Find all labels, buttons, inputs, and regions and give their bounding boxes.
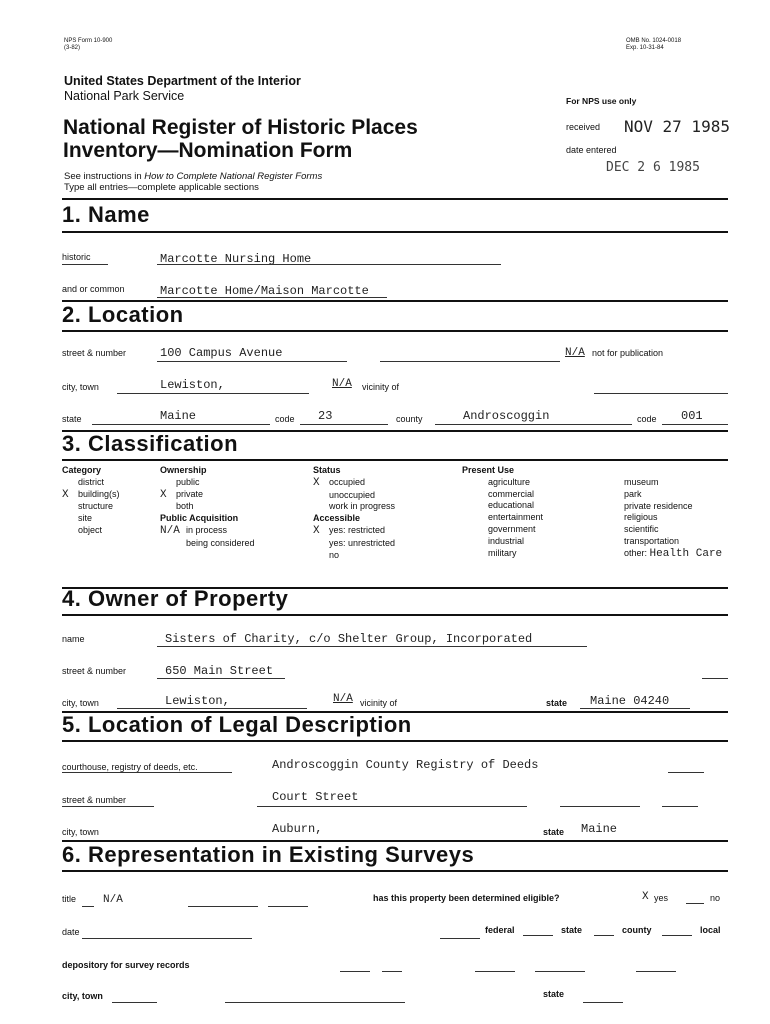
vicinity-value[interactable]: N/A [332, 378, 352, 390]
county-label: county [396, 414, 423, 424]
historic-name-value[interactable]: Marcotte Nursing Home [160, 252, 312, 266]
depository-label: depository for survey records [62, 960, 190, 970]
section-2-heading: 2. Location [62, 302, 184, 327]
survey-county-label: county [622, 925, 652, 935]
date-entered-stamp: DEC 2 6 1985 [606, 160, 700, 175]
status-occupied[interactable]: X occupied [313, 476, 366, 489]
accessible-heading: Accessible [313, 513, 361, 524]
received-label: received [566, 122, 601, 132]
county-value[interactable]: Androscoggin [463, 409, 550, 423]
instructions-prefix: See instructions in [64, 171, 145, 182]
registry-city-label: city, town [62, 827, 99, 837]
use-religious[interactable]: religious [624, 512, 658, 523]
category-heading: Category [62, 465, 102, 475]
county-code-value[interactable]: 001 [681, 409, 703, 423]
status-heading: Status [313, 465, 341, 475]
owner-state-value[interactable]: Maine 04240 [590, 694, 670, 708]
historic-label: historic [62, 252, 91, 262]
not-for-publication-label: not for publication [592, 348, 664, 358]
accessible-no[interactable]: no [329, 549, 340, 560]
eligible-question: has this property been determined eligible? [373, 893, 560, 903]
survey-city-label: city, town [62, 991, 103, 1001]
category-buildings[interactable]: X building(s) [62, 488, 120, 501]
owner-state-label: state [546, 698, 568, 708]
state-code-value[interactable]: 23 [318, 409, 333, 423]
use-park[interactable]: park [624, 488, 642, 499]
owner-vicinity-value[interactable]: N/A [333, 693, 353, 705]
type-all-entries: Type all entries—complete applicable sections [64, 182, 259, 193]
use-private-residence[interactable]: private residence [624, 500, 693, 511]
state-label: state [62, 414, 82, 424]
date-entered-label: date entered [566, 145, 617, 155]
courthouse-label: courthouse, registry of deeds, etc. [62, 762, 198, 772]
eligible-yes-mark[interactable]: X [642, 891, 649, 903]
owner-name-label: name [62, 634, 85, 644]
common-name-label: and or common [62, 284, 125, 294]
street-number-label: street & number [62, 348, 127, 358]
accessible-yes-unrestricted[interactable]: yes: unrestricted [329, 537, 396, 548]
owner-street-value[interactable]: 650 Main Street [165, 664, 274, 678]
section-rule [62, 330, 728, 332]
ownership-column [160, 465, 255, 550]
status-column [313, 465, 395, 561]
owner-vicinity-label: vicinity of [360, 698, 398, 708]
section-rule [62, 740, 728, 742]
registry-state-value[interactable]: Maine [581, 822, 618, 836]
eligible-yes-label: yes [654, 893, 669, 903]
city-town-value[interactable]: Lewiston, [160, 378, 225, 392]
use-military[interactable]: military [488, 547, 517, 558]
omb-number: OMB No. 1024-0018 [626, 38, 682, 44]
county-code-label: code [637, 414, 657, 424]
form-title-line2: Inventory—Nomination Form [63, 139, 353, 162]
owner-street-label: street & number [62, 666, 127, 676]
section-6-heading: 6. Representation in Existing Surveys [62, 842, 475, 867]
eligible-no-label: no [710, 893, 721, 903]
registry-city-value[interactable]: Auburn, [272, 822, 323, 836]
owner-city-label: city, town [62, 698, 99, 708]
use-industrial[interactable]: industrial [488, 535, 525, 546]
survey-title-label: title [62, 894, 77, 904]
common-name-value[interactable]: Marcotte Home/Maison Marcotte [160, 284, 369, 298]
use-agriculture[interactable]: agriculture [488, 476, 531, 487]
status-work-in-progress[interactable]: work in progress [329, 501, 396, 512]
status-unoccupied[interactable]: unoccupied [329, 489, 376, 500]
not-for-publication-value[interactable]: N/A [565, 347, 585, 359]
survey-local-label: local [700, 925, 721, 935]
use-museum[interactable]: museum [624, 477, 659, 487]
omb-expiration: Exp. 10-31-84 [626, 45, 664, 51]
owner-name-value[interactable]: Sisters of Charity, c/o Shelter Group, Incorporated [165, 632, 533, 646]
category-district[interactable]: district [78, 476, 105, 487]
acquisition-in-process[interactable]: N/A in process [160, 524, 228, 537]
form-title-line1: National Register of Historic Places [63, 116, 418, 139]
category-site[interactable]: site [78, 513, 93, 524]
section-rule [62, 198, 728, 200]
section-rule [62, 870, 728, 872]
use-scientific[interactable]: scientific [624, 524, 659, 535]
section-3-heading: 3. Classification [62, 431, 239, 456]
section-rule [62, 459, 728, 461]
instructions-reference: How to Complete National Register Forms [144, 171, 323, 182]
ownership-public[interactable]: public [176, 476, 200, 487]
street-number-value[interactable]: 100 Campus Avenue [160, 346, 283, 360]
state-code-label: code [275, 414, 295, 424]
form-number: NPS Form 10-900 [64, 38, 113, 44]
instructions [64, 171, 322, 182]
received-stamp: NOV 27 1985 [624, 117, 730, 136]
section-rule [62, 231, 728, 233]
ownership-heading: Ownership [160, 465, 207, 475]
category-column [62, 465, 120, 537]
present-use-heading: Present Use [462, 465, 515, 475]
owner-city-value[interactable]: Lewiston, [165, 694, 230, 708]
survey-state-label: state [561, 925, 583, 935]
section-5-heading: 5. Location of Legal Description [62, 712, 412, 737]
category-structure[interactable]: structure [78, 501, 114, 512]
section-rule [62, 614, 728, 616]
city-town-label: city, town [62, 382, 99, 392]
use-other-label: other: [624, 547, 648, 558]
eligible-no-blank[interactable] [686, 903, 704, 904]
vicinity-label: vicinity of [362, 382, 400, 392]
acquisition-being-considered[interactable]: being considered [186, 537, 255, 548]
service-name: National Park Service [64, 89, 185, 103]
use-entertainment[interactable]: entertainment [488, 512, 544, 523]
ownership-private[interactable]: X private [160, 488, 204, 501]
present-use-column-2 [598, 477, 722, 561]
nps-use-only: For NPS use only [566, 96, 637, 106]
survey-state2-label: state [543, 989, 565, 999]
use-government[interactable]: government [488, 523, 536, 534]
form-revision: (3-82) [64, 45, 81, 51]
survey-title-value[interactable]: N/A [103, 894, 123, 906]
department-name: United States Department of the Interior [64, 74, 301, 88]
registry-street-label: street & number [62, 795, 127, 805]
state-value[interactable]: Maine [160, 409, 197, 423]
public-acquisition-heading: Public Acquisition [160, 513, 239, 524]
registry-state-label: state [543, 827, 565, 837]
use-commercial[interactable]: commercial [488, 488, 535, 499]
survey-date-label: date [62, 927, 80, 937]
registry-street-value[interactable]: Court Street [272, 790, 359, 804]
use-other-value[interactable]: Health Care [649, 547, 723, 560]
section-1-heading: 1. Name [62, 202, 150, 227]
category-object[interactable]: object [78, 524, 103, 535]
use-transportation[interactable]: transportation [624, 535, 680, 546]
ownership-both[interactable]: both [176, 501, 194, 512]
use-educational[interactable]: educational [488, 500, 535, 511]
federal-label: federal [485, 925, 515, 935]
accessible-yes-restricted[interactable]: X yes: restricted [313, 524, 386, 537]
section-4-heading: 4. Owner of Property [62, 586, 289, 611]
present-use-column [462, 465, 543, 559]
courthouse-value[interactable]: Androscoggin County Registry of Deeds [272, 758, 539, 772]
use-other[interactable] [598, 548, 722, 561]
